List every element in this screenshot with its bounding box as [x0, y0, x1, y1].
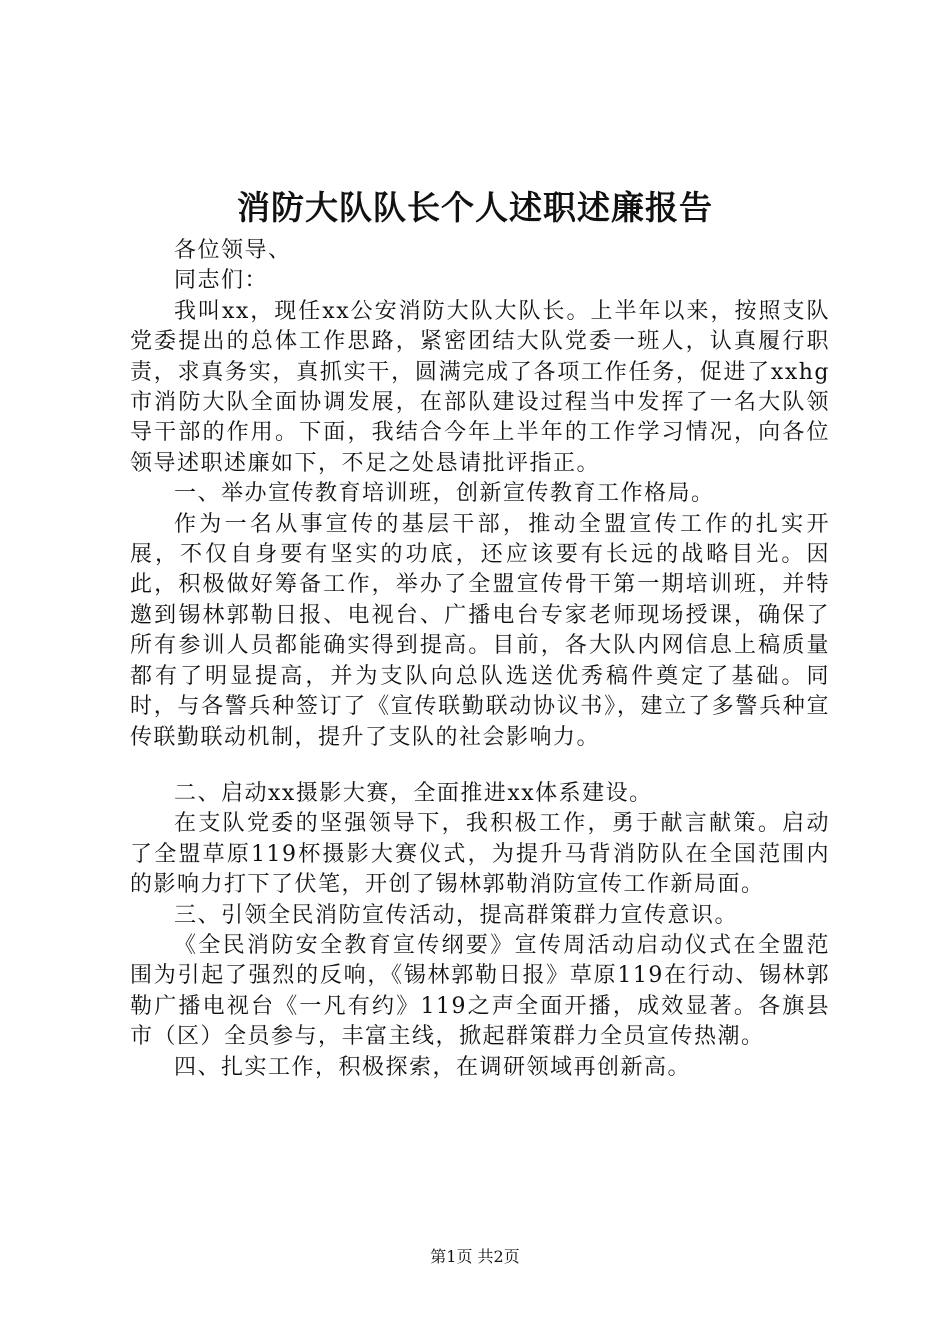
section-heading-1: 一、举办宣传教育培训班，创新宣传教育工作格局。: [174, 481, 715, 507]
page-footer: 第1页 共2页: [430, 1247, 520, 1266]
salutation-comrades: 同志们：: [174, 268, 269, 294]
section-heading-4: 四、扎实工作，积极探索，在调研领域再创新高。: [174, 1054, 692, 1080]
section-body-1: 作为一名从事宣传的基层干部，推动全盟宣传工作的扎实开展，不仅自身要有坚实的功底，还应该要有长远的战略目光。因此，积极做好筹备工作，举办了全盟宣传骨干第一期培训班，并特邀到锡林郭勒日报、电视台、广播电台专家老师现场授课，确保了所有参训人员都能确实得到提高。目前，各大队内网信息上稿质量都有了明显提高，并为支队向总队选送优秀稿件奠定了基础。同时，与各警兵种签订了《宣传联勤联动协议书》，建立了多警兵种宣传联勤联动机制，提升了支队的社会影响力。: [130, 511, 830, 750]
salutation-leaders: 各位领导、: [174, 238, 292, 263]
document-body: [130, 236, 830, 1083]
section-heading-3: 三、引领全民消防宣传活动，提高群策群力宣传意识。: [174, 902, 739, 928]
section-heading-2: 二、启动xx摄影大赛，全面推进xx体系建设。: [174, 780, 653, 806]
intro-paragraph: 我叫xx，现任xx公安消防大队大队长。上半年以来，按照支队党委提出的总体工作思路，紧密团结大队党委一班人，认真履行职责，求真务实，真抓实干，圆满完成了各项工作任务，促进了xxhg市消防大队全面协调发展，在部队建设过程当中发挥了一名大队领导干部的作用。下面，我结合今年上半年的工作学习情况，向各位领导述职述廉如下，不足之处恳请批评指正。: [130, 298, 830, 476]
section-body-2: 在支队党委的坚强领导下，我积极工作，勇于献言献策。启动了全盟草原119杯摄影大赛仪式，为提升马背消防队在全国范围内的影响力打下了伏笔，开创了锡林郭勒消防宣传工作新局面。: [130, 811, 830, 898]
document-title: 消防大队队长个人述职述廉报告: [237, 188, 713, 227]
section-body-3: 《全民消防安全教育宣传纲要》宣传周活动启动仪式在全盟范围为引起了强烈的反响，《锡林郭勒日报》草原119在行动、锡林郭勒广播电视台《一凡有约》119之声全面开播，成效显著。各旗县市（区）全员参与，丰富主线，掀起群策群力全员宣传热潮。: [130, 932, 830, 1050]
